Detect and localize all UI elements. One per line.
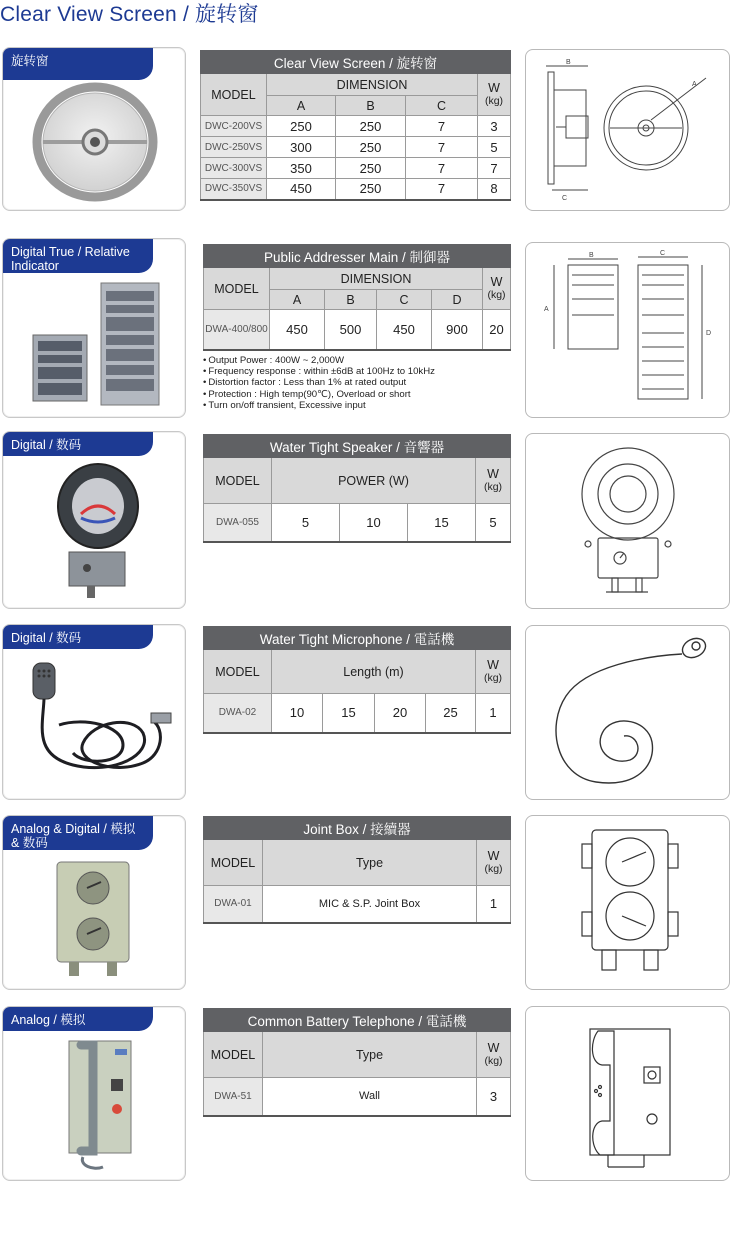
weight-cell: 3 (477, 1078, 511, 1116)
table-title: Water Tight Speaker / 音響器 (204, 435, 511, 458)
dimension-label-c: C (660, 250, 666, 257)
clear-view-screen-drawing (526, 50, 729, 210)
weight-header (476, 458, 511, 504)
product-photo-card (2, 238, 186, 418)
weight-header-label: W (487, 1040, 500, 1055)
weight-header (483, 268, 511, 310)
model-cell: DWC-350VS (201, 179, 267, 200)
public-addresser-table (203, 244, 511, 351)
technical-drawing-card (525, 1006, 730, 1181)
water-tight-speaker-drawing (526, 434, 729, 608)
weight-header (477, 1032, 511, 1078)
dimension-label-b: B (566, 59, 571, 66)
weight-unit: (kg) (484, 1054, 503, 1067)
water-tight-microphone-photo (3, 625, 185, 799)
model-cell: DWA-01 (204, 886, 263, 923)
public-addresser-drawing (526, 243, 729, 417)
common-battery-telephone-table (203, 1008, 511, 1117)
water-tight-microphone-table (203, 626, 511, 734)
model-cell: DWC-250VS (201, 137, 267, 158)
common-battery-telephone-photo (3, 1007, 185, 1180)
column-header: C (406, 96, 478, 116)
value-cell: 450 (377, 310, 432, 350)
model-header: MODEL (204, 458, 272, 504)
power-header: POWER (W) (272, 458, 476, 504)
table-row (201, 179, 511, 200)
note-item: • Turn on/off transient, Excessive input (203, 400, 435, 411)
weight-cell: 1 (476, 694, 511, 733)
value-cell: 250 (336, 137, 406, 158)
table-title: Joint Box / 接續器 (204, 817, 511, 840)
value-cell: 25 (426, 694, 476, 733)
model-cell: DWA-02 (204, 694, 272, 733)
value-cell: 250 (336, 158, 406, 179)
dimension-label-a: A (692, 81, 697, 88)
category-label: 旋转窗 (3, 48, 153, 80)
column-header: A (267, 96, 336, 116)
value-cell: 10 (272, 694, 323, 733)
clear-view-screen-table (200, 50, 511, 201)
value-cell: 500 (325, 310, 377, 350)
type-header: Type (263, 1032, 477, 1078)
table-row (204, 694, 511, 733)
model-header: MODEL (204, 650, 272, 694)
specification-notes (203, 355, 435, 411)
table-title: Public Addresser Main / 制御器 (204, 245, 511, 268)
model-header: MODEL (204, 1032, 263, 1078)
weight-header-label: W (488, 80, 500, 95)
weight-unit: (kg) (483, 480, 503, 493)
table-row (201, 116, 511, 137)
table-row (204, 310, 511, 350)
note-item: • Frequency response : within ±6dB at 100Hz to 10kHz (203, 366, 435, 377)
weight-cell: 8 (478, 179, 511, 200)
weight-cell: 20 (483, 310, 511, 350)
column-header: B (336, 96, 406, 116)
model-cell: DWA-400/800 (204, 310, 270, 350)
weight-unit: (kg) (484, 94, 504, 107)
product-photo-card (2, 624, 186, 800)
joint-box-drawing (526, 816, 729, 989)
value-cell: 5 (272, 504, 340, 542)
category-label: Analog / 模拟 (3, 1007, 153, 1031)
model-cell: DWC-300VS (201, 158, 267, 179)
weight-header (476, 650, 511, 694)
water-tight-speaker-table (203, 434, 511, 543)
value-cell: 250 (336, 116, 406, 137)
product-photo-card (2, 431, 186, 609)
joint-box-table (203, 816, 511, 924)
value-cell: 350 (267, 158, 336, 179)
dimension-header: DIMENSION (270, 268, 483, 290)
value-cell: 300 (267, 137, 336, 158)
value-cell: Wall (263, 1078, 477, 1116)
model-cell: DWC-200VS (201, 116, 267, 137)
note-item: • Output Power : 400W ~ 2,000W (203, 355, 435, 366)
value-cell: MIC & S.P. Joint Box (263, 886, 477, 923)
water-tight-microphone-drawing (526, 626, 729, 799)
value-cell: 250 (336, 179, 406, 200)
model-header: MODEL (204, 268, 270, 310)
weight-header-label: W (487, 466, 499, 481)
category-label: Digital / 数码 (3, 432, 153, 456)
technical-drawing-card (525, 625, 730, 800)
category-label: Digital / 数码 (3, 625, 153, 649)
table-row (201, 158, 511, 179)
table-row (201, 137, 511, 158)
technical-drawing-card (525, 49, 730, 211)
value-cell: 250 (267, 116, 336, 137)
weight-cell: 3 (478, 116, 511, 137)
table-row (204, 886, 511, 923)
weight-cell: 1 (477, 886, 511, 923)
weight-header-label: W (490, 274, 503, 289)
weight-header (477, 840, 511, 886)
weight-cell: 7 (478, 158, 511, 179)
value-cell: 450 (270, 310, 325, 350)
product-photo-card (2, 47, 186, 211)
table-row (204, 1078, 511, 1116)
page-title: Clear View Screen / 旋转窗 (0, 3, 259, 26)
model-cell: DWA-51 (204, 1078, 263, 1116)
technical-drawing-card (525, 242, 730, 418)
weight-unit: (kg) (487, 288, 506, 301)
product-photo-card (2, 815, 186, 990)
dimension-header: DIMENSION (267, 74, 478, 96)
table-row (204, 504, 511, 542)
value-cell: 7 (406, 137, 478, 158)
value-cell: 7 (406, 116, 478, 137)
water-tight-speaker-photo (3, 432, 185, 608)
table-title: Clear View Screen / 旋转窗 (201, 51, 511, 74)
column-header: B (325, 290, 377, 310)
clear-view-screen-photo (3, 48, 185, 210)
weight-cell: 5 (478, 137, 511, 158)
note-item: • Distortion factor : Less than 1% at rated output (203, 377, 435, 388)
model-cell: DWA-055 (204, 504, 272, 542)
weight-header-label: W (487, 848, 500, 863)
public-addresser-photo (3, 239, 185, 417)
length-header: Length (m) (272, 650, 476, 694)
column-header: D (432, 290, 483, 310)
value-cell: 10 (340, 504, 408, 542)
dimension-label-d: D (706, 330, 712, 337)
table-title: Common Battery Telephone / 電話機 (204, 1009, 511, 1032)
category-label: Digital True / Relative Indicator (3, 239, 153, 273)
common-battery-telephone-drawing (526, 1007, 729, 1180)
value-cell: 7 (406, 158, 478, 179)
value-cell: 7 (406, 179, 478, 200)
technical-drawing-card (525, 433, 730, 609)
dimension-label-b: B (589, 252, 594, 259)
weight-cell: 5 (476, 504, 511, 542)
value-cell: 900 (432, 310, 483, 350)
weight-header-label: W (487, 657, 499, 672)
value-cell: 15 (323, 694, 375, 733)
weight-unit: (kg) (484, 862, 503, 875)
value-cell: 20 (375, 694, 426, 733)
category-label: Analog & Digital / 模拟 & 数码 (3, 816, 153, 850)
weight-unit: (kg) (483, 671, 503, 684)
table-title: Water Tight Microphone / 電話機 (204, 627, 511, 650)
joint-box-photo (3, 816, 185, 989)
model-header: MODEL (204, 840, 263, 886)
column-header: A (270, 290, 325, 310)
product-photo-card (2, 1006, 186, 1181)
column-header: C (377, 290, 432, 310)
type-header: Type (263, 840, 477, 886)
value-cell: 15 (408, 504, 476, 542)
value-cell: 450 (267, 179, 336, 200)
weight-header (478, 74, 511, 116)
dimension-label-a: A (544, 306, 549, 313)
note-item: • Protection : High temp(90℃), Overload or short (203, 389, 435, 400)
technical-drawing-card (525, 815, 730, 990)
dimension-label-c: C (562, 195, 568, 202)
model-header: MODEL (201, 74, 267, 116)
